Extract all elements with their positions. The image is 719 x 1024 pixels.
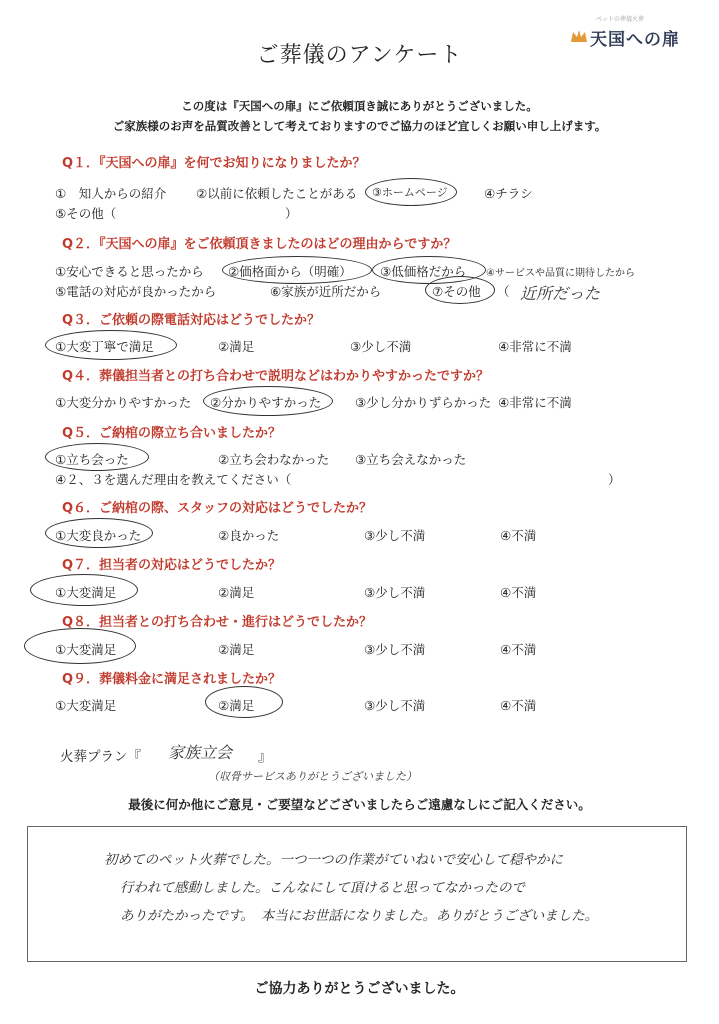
question-9: Q９．葬儀料金に満足されましたか？ <box>62 672 282 687</box>
comment-line-2: 行われて感動しました。こんなにして頂けると思ってなかったので <box>120 880 525 896</box>
question-8: Q８．担当者との打ち合わせ・進行はどうでしたか？ <box>62 615 373 630</box>
q2-other-open: （ <box>497 284 510 299</box>
q3-option-3: ③少し不満 <box>350 339 412 354</box>
q8-option-1: ①大変満足 <box>55 642 117 657</box>
q4-option-4: ④非常に不満 <box>498 395 572 410</box>
q2-other-answer: 近所だった <box>520 284 601 303</box>
q1-option-3: ③ホームページ <box>372 186 448 199</box>
q4-option-1: ①大変分かりやすかった <box>55 395 192 410</box>
q8-option-4: ④不満 <box>500 642 537 657</box>
q7-option-3: ③少し不満 <box>364 585 426 600</box>
intro-line-1: この度は『天国への扉』にご依頼頂き誠にありがとうございました。 <box>181 99 538 113</box>
page-title: ご葬儀のアンケート <box>256 43 463 68</box>
question-4: Q４．葬儀担当者との打ち合わせで説明などはわかりやすかったですか？ <box>62 369 490 384</box>
q7-option-4: ④不満 <box>500 585 537 600</box>
q2-option-1: ①安心できると思ったから <box>55 264 204 279</box>
q6-option-1: ①大変良かった <box>55 528 142 543</box>
q5-option-2: ②立ち会わなかった <box>218 452 330 467</box>
q8-option-2: ②満足 <box>218 642 255 657</box>
q2-option-4: ④サービスや品質に期待したから <box>486 268 635 279</box>
q7-option-1: ①大変満足 <box>55 585 117 600</box>
q4-option-3: ③少し分かりずらかった <box>355 395 492 410</box>
plan-close: 』 <box>258 749 272 765</box>
plan-label: 火葬プラン『 <box>60 749 141 765</box>
q1-option-other: ⑤その他（ <box>55 206 117 221</box>
q2-answer-circle-2 <box>222 256 372 284</box>
q9-answer-circle <box>205 686 283 718</box>
intro-line-2: ご家族様のお声を品質改善として考えておりますのでご協力のほど宜しくお願い申し上げます。 <box>112 119 607 133</box>
q1-option-2: ②以前に依頼したことがある <box>196 186 358 201</box>
q1-option-4: ④チラシ <box>484 186 533 201</box>
question-5: Q５．ご納棺の際立ち合いましたか？ <box>62 426 282 441</box>
q7-option-2: ②満足 <box>218 585 255 600</box>
q6-option-4: ④不満 <box>500 528 537 543</box>
q5-option-3: ③立ち会えなかった <box>355 452 467 467</box>
q3-option-2: ②満足 <box>218 339 255 354</box>
q7-answer-circle <box>30 574 138 606</box>
question-2: Q２．『天国への扉』をご依頼頂きましたのはどの理由からですか？ <box>62 237 457 252</box>
q5-answer-circle <box>45 443 149 471</box>
q6-answer-circle <box>45 518 153 548</box>
q3-option-4: ④非常に不満 <box>498 339 572 354</box>
logo-name: 天国への扉 <box>590 30 680 50</box>
plan-note: （収骨サービスありがとうございました） <box>208 770 417 783</box>
q6-option-2: ②良かった <box>218 528 280 543</box>
q2-option-3: ③低価格だから <box>380 264 467 279</box>
q9-option-4: ④不満 <box>500 698 537 713</box>
logo-tagline: ペットの葬儀火葬 <box>596 16 645 23</box>
q2-option-7: ⑦その他 <box>432 284 481 299</box>
q2-option-5: ⑤電話の対応が良かったから <box>55 284 217 299</box>
q2-answer-circle-7 <box>425 276 495 304</box>
q2-option-6: ⑥家族が近所だから <box>270 284 382 299</box>
q9-option-3: ③少し不満 <box>364 698 426 713</box>
q5-followup-close: ） <box>608 472 621 487</box>
question-1: Q１．『天国への扉』を何でお知りになりましたか？ <box>62 156 366 171</box>
comment-line-1: 初めてのペット火葬でした。一つ一つの作業がていねいで安心して穏やかに <box>104 852 563 868</box>
question-6: Q６．ご納棺の際、スタッフの対応はどうでしたか？ <box>62 501 373 516</box>
question-3: Q３．ご依頼の際電話対応はどうでしたか？ <box>62 313 321 328</box>
q6-option-3: ③少し不満 <box>364 528 426 543</box>
q3-answer-circle <box>45 330 177 360</box>
q3-option-1: ①大変丁寧で満足 <box>55 339 154 354</box>
q9-option-1: ①大変満足 <box>55 698 117 713</box>
q8-answer-circle <box>24 628 136 664</box>
footer-thanks: ご協力ありがとうございました。 <box>254 981 465 997</box>
comment-line-3: ありがたかったです。 本当にお世話になりました。ありがとうございました。 <box>120 908 599 924</box>
question-7: Q７．担当者の対応はどうでしたか？ <box>62 558 282 573</box>
q8-option-3: ③少し不満 <box>364 642 426 657</box>
q1-option-1: ① 知人からの紹介 <box>55 186 167 201</box>
q2-option-2: ②価格面から（明確） <box>228 264 352 279</box>
q4-answer-circle <box>203 386 333 416</box>
q5-followup: ④２、３を選んだ理由を教えてください（ <box>55 472 292 487</box>
q9-option-2: ②満足 <box>218 698 255 713</box>
q5-option-1: ①立ち会った <box>55 452 129 467</box>
q1-answer-circle <box>365 178 457 206</box>
comment-prompt: 最後に何か他にご意見・ご要望などございましたらご遠慮なしにご記入ください。 <box>128 797 591 812</box>
q4-option-2: ②分かりやすかった <box>210 395 322 410</box>
plan-value: 家族立会 <box>168 743 233 762</box>
q1-other-close: ） <box>285 206 298 221</box>
